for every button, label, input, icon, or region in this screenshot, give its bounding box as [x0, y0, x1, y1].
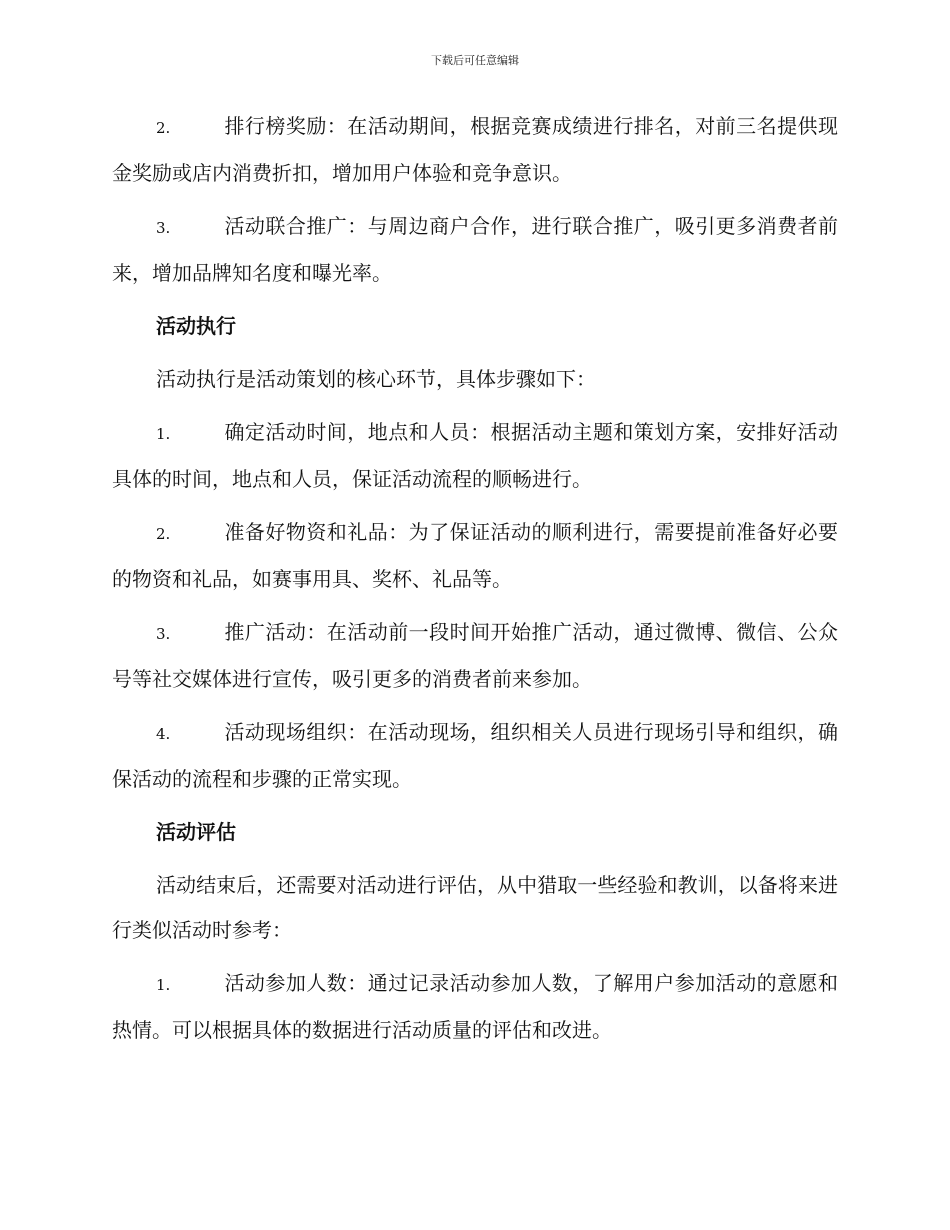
paragraph: 活动执行是活动策划的核心环节，具体步骤如下：: [156, 367, 596, 391]
page-header: 下载后可任意编辑: [431, 54, 519, 67]
list-item-number: 4.: [156, 725, 171, 743]
list-item: [112, 204, 838, 296]
list-item: [112, 961, 838, 1053]
list-item-number: 3.: [156, 625, 171, 643]
section-heading: 活动评估: [156, 820, 236, 844]
list-item: [112, 610, 838, 702]
list-item-text: 活动现场组织：在活动现场，组织相关人员进行现场引导和组织，确保活动的流程和步骤的正常实现。: [112, 720, 838, 791]
list-item-number: 1.: [156, 425, 171, 443]
list-item: [112, 104, 838, 196]
list-item-number: 3.: [156, 219, 171, 237]
paragraph: 活动结束后，还需要对活动进行评估，从中猎取一些经验和教训，以备将来进行类似活动时参考：: [112, 873, 838, 942]
list-item-number: 1.: [156, 976, 171, 994]
list-item-text: 推广活动：在活动前一段时间开始推广活动，通过微博、微信、公众号等社交媒体进行宣传，吸引更多的消费者前来参加。: [112, 620, 838, 691]
list-item-text: 确定活动时间，地点和人员：根据活动主题和策划方案，安排好活动具体的时间，地点和人员，保证活动流程的顺畅进行。: [112, 420, 838, 491]
list-item-text: 活动参加人数：通过记录活动参加人数，了解用户参加活动的意愿和热情。可以根据具体的数据进行活动质量的评估和改进。: [112, 971, 838, 1042]
document-body: [112, 104, 838, 1061]
list-item: [112, 710, 838, 802]
list-item: [112, 410, 838, 502]
section-heading: 活动执行: [156, 314, 236, 338]
list-item-text: 活动联合推广：与周边商户合作，进行联合推广，吸引更多消费者前来，增加品牌知名度和曝光率。: [112, 214, 838, 285]
list-item-number: 2.: [156, 525, 171, 543]
list-item-number: 2.: [156, 119, 171, 137]
list-item-text: 排行榜奖励：在活动期间，根据竞赛成绩进行排名，对前三名提供现金奖励或店内消费折扣，增加用户体验和竞争意识。: [112, 114, 838, 185]
list-item-text: 准备好物资和礼品：为了保证活动的顺利进行，需要提前准备好必要的物资和礼品，如赛事用具、奖杯、礼品等。: [112, 520, 838, 591]
list-item: [112, 510, 838, 602]
